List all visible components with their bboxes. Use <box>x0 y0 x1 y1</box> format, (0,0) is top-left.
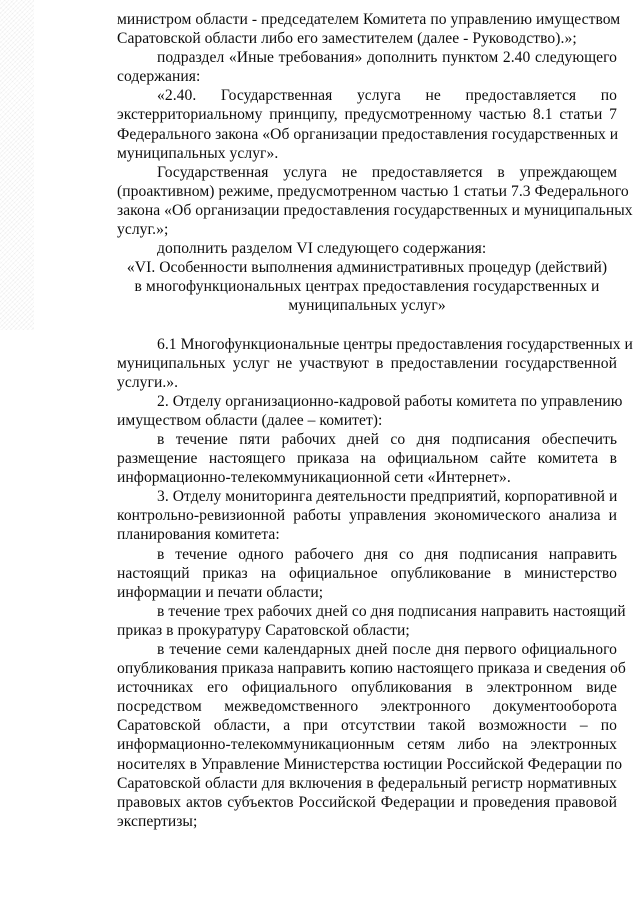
text-line: 6.1 Многофункциональные центры предоставления государственных и <box>157 335 633 353</box>
text-line: размещение настоящего приказа на официальном сайте комитета в <box>117 450 617 468</box>
text-line: подраздел «Иные требования» дополнить пунктом 2.40 следующего <box>157 49 617 67</box>
text-line: Государственная услуга не предоставляется в упреждающем <box>157 163 617 181</box>
text-line: экстерриториальному принципу, предусмотренному частью 8.1 статьи 7 <box>117 106 617 124</box>
paragraph <box>117 86 617 162</box>
paragraph <box>117 239 617 258</box>
text-line: Саратовской области для включения в федеральный регистр нормативных <box>117 774 617 792</box>
text-line: в течение трех рабочих дней со дня подписания направить настоящий <box>157 602 626 620</box>
text-line: дополнить разделом VI следующего содержания: <box>157 240 487 258</box>
heading-line: в многофункциональных центрах предоставления государственных и <box>134 278 600 296</box>
text-line: посредством межведомственного электронного документооборота <box>117 698 617 716</box>
blank-line <box>117 316 617 335</box>
text-line: правовых актов субъектов Российской Федерации и проведения правовой <box>117 793 617 811</box>
text-line: экспертизы; <box>117 812 198 830</box>
paragraph <box>117 602 626 640</box>
text-line: 3. Отделу мониторинга деятельности предприятий, корпоративной и <box>157 488 618 506</box>
paragraph <box>117 48 617 86</box>
text-line: контрольно-ревизионной работы управления экономического анализа и <box>117 507 617 525</box>
heading-line: муниципальных услуг» <box>288 297 446 315</box>
text-line: закона «Об организации предоставления государственных и муниципальных <box>117 201 633 219</box>
text-line: (проактивном) режиме, предусмотренном частью 1 статьи 7.3 Федерального <box>117 182 629 200</box>
text-line: настоящий приказ на официальное опубликование в министерство <box>117 564 617 582</box>
text-line: в течение пяти рабочих дней со дня подписания обеспечить <box>157 430 617 448</box>
paragraph <box>117 430 617 487</box>
text-line: планирования комитета: <box>117 526 280 544</box>
text-line: министром области - председателем Комитета по управлению имуществом <box>117 11 621 28</box>
text-line: Федерального закона «Об организации предоставления государственных и <box>117 125 619 143</box>
paragraph <box>117 545 617 602</box>
scan-edge-noise <box>0 0 34 330</box>
paragraph <box>117 392 623 430</box>
text-line: муниципальных услуг не участвуют в предоставлении государственной <box>117 354 617 372</box>
paragraph <box>117 335 633 392</box>
text-line: Саратовской области, а при отсутствии такой возможности – по <box>117 717 617 735</box>
document-body <box>117 10 633 831</box>
text-line: содержания: <box>117 68 201 86</box>
text-line: носителях в Управление Министерства юстиции Российской Федерации по <box>117 755 623 773</box>
text-line: услуг.»; <box>117 221 169 239</box>
text-line: имуществом области (далее – комитет): <box>117 411 383 429</box>
text-line: информационно-телекоммуникационным сетям либо на электронных <box>117 736 617 754</box>
text-line: приказ в прокуратуру Саратовской области; <box>117 621 410 639</box>
text-line: услуги.». <box>117 373 179 391</box>
text-line: источниках его официального опубликования в электронном виде <box>117 679 617 697</box>
paragraph <box>117 10 621 48</box>
text-line: муниципальных услуг». <box>117 144 279 162</box>
section-heading <box>117 258 617 315</box>
text-line: информационно-телекоммуникационной сети «Интернет». <box>117 469 511 487</box>
text-line: в течение одного рабочего дня со дня подписания направить <box>157 545 617 563</box>
text-line: Саратовской области либо его заместителем (далее - Руководство).»; <box>117 30 577 48</box>
paragraph <box>117 487 617 544</box>
text-line: информации и печати области; <box>117 583 324 601</box>
heading-line: «VI. Особенности выполнения административных процедур (действий) <box>126 259 608 277</box>
text-line: «2.40. Государственная услуга не предоставляется по <box>157 87 617 105</box>
text-line: опубликования приказа направить копию настоящего приказа и сведения об <box>117 660 626 678</box>
paragraph <box>117 640 626 831</box>
paragraph <box>117 163 633 239</box>
text-line: в течение семи календарных дней после дня первого официального <box>157 641 617 658</box>
text-line: 2. Отделу организационно-кадровой работы комитета по управлению <box>157 392 623 410</box>
